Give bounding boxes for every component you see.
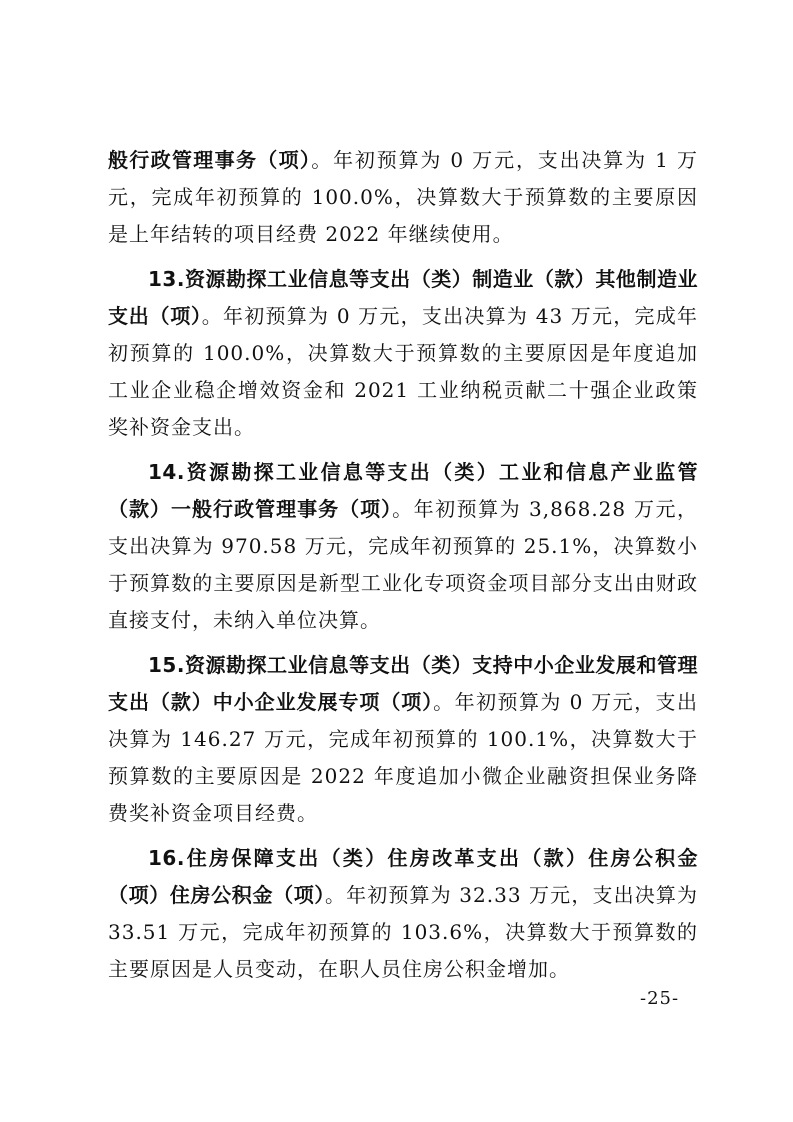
paragraph-16 — [108, 840, 698, 988]
paragraph-body: 。年初预算为 32.33 万元，支出决算为 33.51 万元，完成年初预算的 103.6%，决算数大于预算数的主要原因是人员变动，在职人员住房公积金增加。 — [108, 883, 698, 981]
paragraph-12-continuation — [108, 142, 698, 253]
paragraph-13 — [108, 261, 698, 446]
paragraph-15 — [108, 647, 698, 832]
paragraph-heading: 15.资源勘探工业信息等支出（类）支持中小企业发展和管理支出（款）中小企业发展专项（项） — [108, 653, 698, 714]
paragraph-14 — [108, 454, 698, 639]
paragraph-body: 。年初预算为 0 万元，支出决算为 43 万元，完成年初预算的 100.0%，决算数大于预算数的主要原因是年度追加工业企业稳企增效资金和 2021 工业纳税贡献二十强企业政策奖补资金支出。 — [108, 304, 698, 439]
paragraph-heading: 般行政管理事务（项） — [108, 148, 312, 172]
paragraph-body: 。年初预算为 3,868.28 万元，支出决算为 970.58 万元，完成年初预算的 25.1%，决算数小于预算数的主要原因是新型工业化专项资金项目部分支出由财政直接支付，未纳入单位决算。 — [108, 497, 699, 632]
page-number: -25- — [640, 988, 680, 1009]
document-page — [108, 142, 698, 996]
paragraph-heading: 16.住房保障支出（类）住房改革支出（款）住房公积金（项）住房公积金（项） — [108, 846, 698, 907]
paragraph-heading: 14.资源勘探工业信息等支出（类）工业和信息产业监管（款）一般行政管理事务（项） — [108, 460, 698, 521]
paragraph-body: 。年初预算为 0 万元，支出决算为 1 万元，完成年初预算的 100.0%，决算数大于预算数的主要原因是上年结转的项目经费 2022 年继续使用。 — [108, 148, 699, 246]
paragraph-body: 。年初预算为 0 万元，支出决算为 146.27 万元，完成年初预算的 100.1%，决算数大于预算数的主要原因是 2022 年度追加小微企业融资担保业务降费奖补资金项目经费。 — [108, 690, 698, 825]
paragraph-heading: 13.资源勘探工业信息等支出（类）制造业（款）其他制造业支出（项） — [108, 267, 698, 328]
